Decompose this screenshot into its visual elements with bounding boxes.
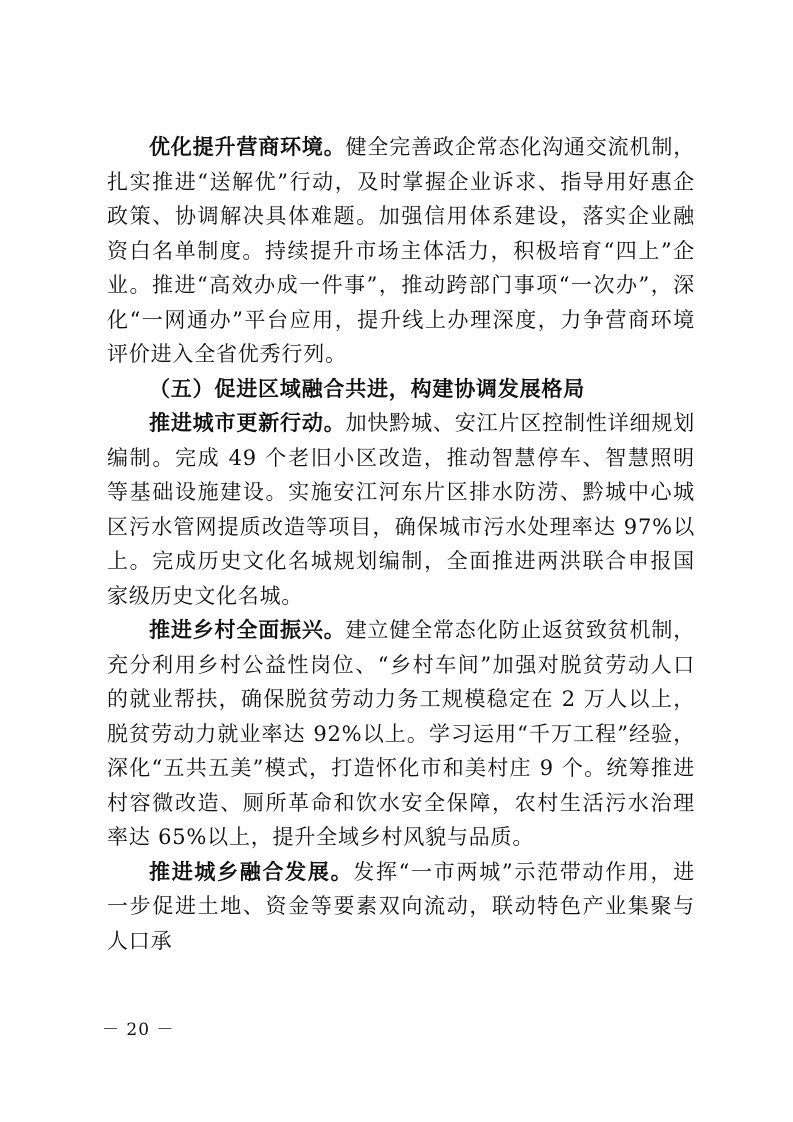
paragraph-urban-rural-integration [107, 855, 695, 959]
paragraph-lead: 推进乡村全面振兴。 [149, 617, 346, 642]
paragraph-lead: 推进城乡融合发展。 [149, 858, 354, 884]
section-heading: （五）促进区域融合共进，构建协调发展格局 [149, 375, 585, 401]
paragraph-rural-revitalization [107, 613, 695, 855]
document-page [107, 130, 695, 958]
paragraph-lead: 优化提升营商环境。 [149, 134, 346, 159]
paragraph-urban-renewal [107, 406, 695, 613]
paragraph-body: 健全完善政企常态化沟通交流机制，扎实推进“送解优”行动，及时掌握企业诉求、指导用好惠企政策、协调解决具体难题。加强信用体系建设，落实企业融资白名单制度。持续提升市场主体活力，积极培育“四上”企业。推进“高效办成一件事”，推动跨部门事项“一次办”，深化“一网通办”平台应用，提升线上办理深度，力争营商环境评价进入全省优秀行列。 [107, 135, 695, 366]
paragraph-lead: 推进城市更新行动。 [149, 410, 346, 435]
paragraph-body: 加快黔城、安江片区控制性详细规划编制。完成 49 个老旧小区改造，推动智慧停车、智慧照明等基础设施建设。实施安江河东片区排水防涝、黔城中心城区污水管网提质改造等项目，确保城市污水处理率达 97%以上。完成历史文化名城规划编制，全面推进两洪联合申报国家级历史文化名城。 [107, 411, 695, 608]
page-number: － 20 － [102, 1020, 175, 1040]
paragraph-business-environment [107, 130, 695, 372]
paragraph-body: 发挥“一市两城”示范带动作用，进一步促进土地、资金等要素双向流动，联动特色产业集聚与人口承 [107, 859, 695, 953]
paragraph-body: 建立健全常态化防止返贫致贫机制，充分利用乡村公益性岗位、“乡村车间”加强对脱贫劳动人口的就业帮扶，确保脱贫劳动力务工规模稳定在 2 万人以上，脱贫劳动力就业率达 92%以上。学习运用“千万工程”经验，深化“五共五美”模式，打造怀化市和美村庄 9 个。统筹推进村容微改造、厕所革命和饮水安全保障，农村生活污水治理率达 65%以上，提升全域乡村风貌与品质。 [107, 618, 695, 849]
